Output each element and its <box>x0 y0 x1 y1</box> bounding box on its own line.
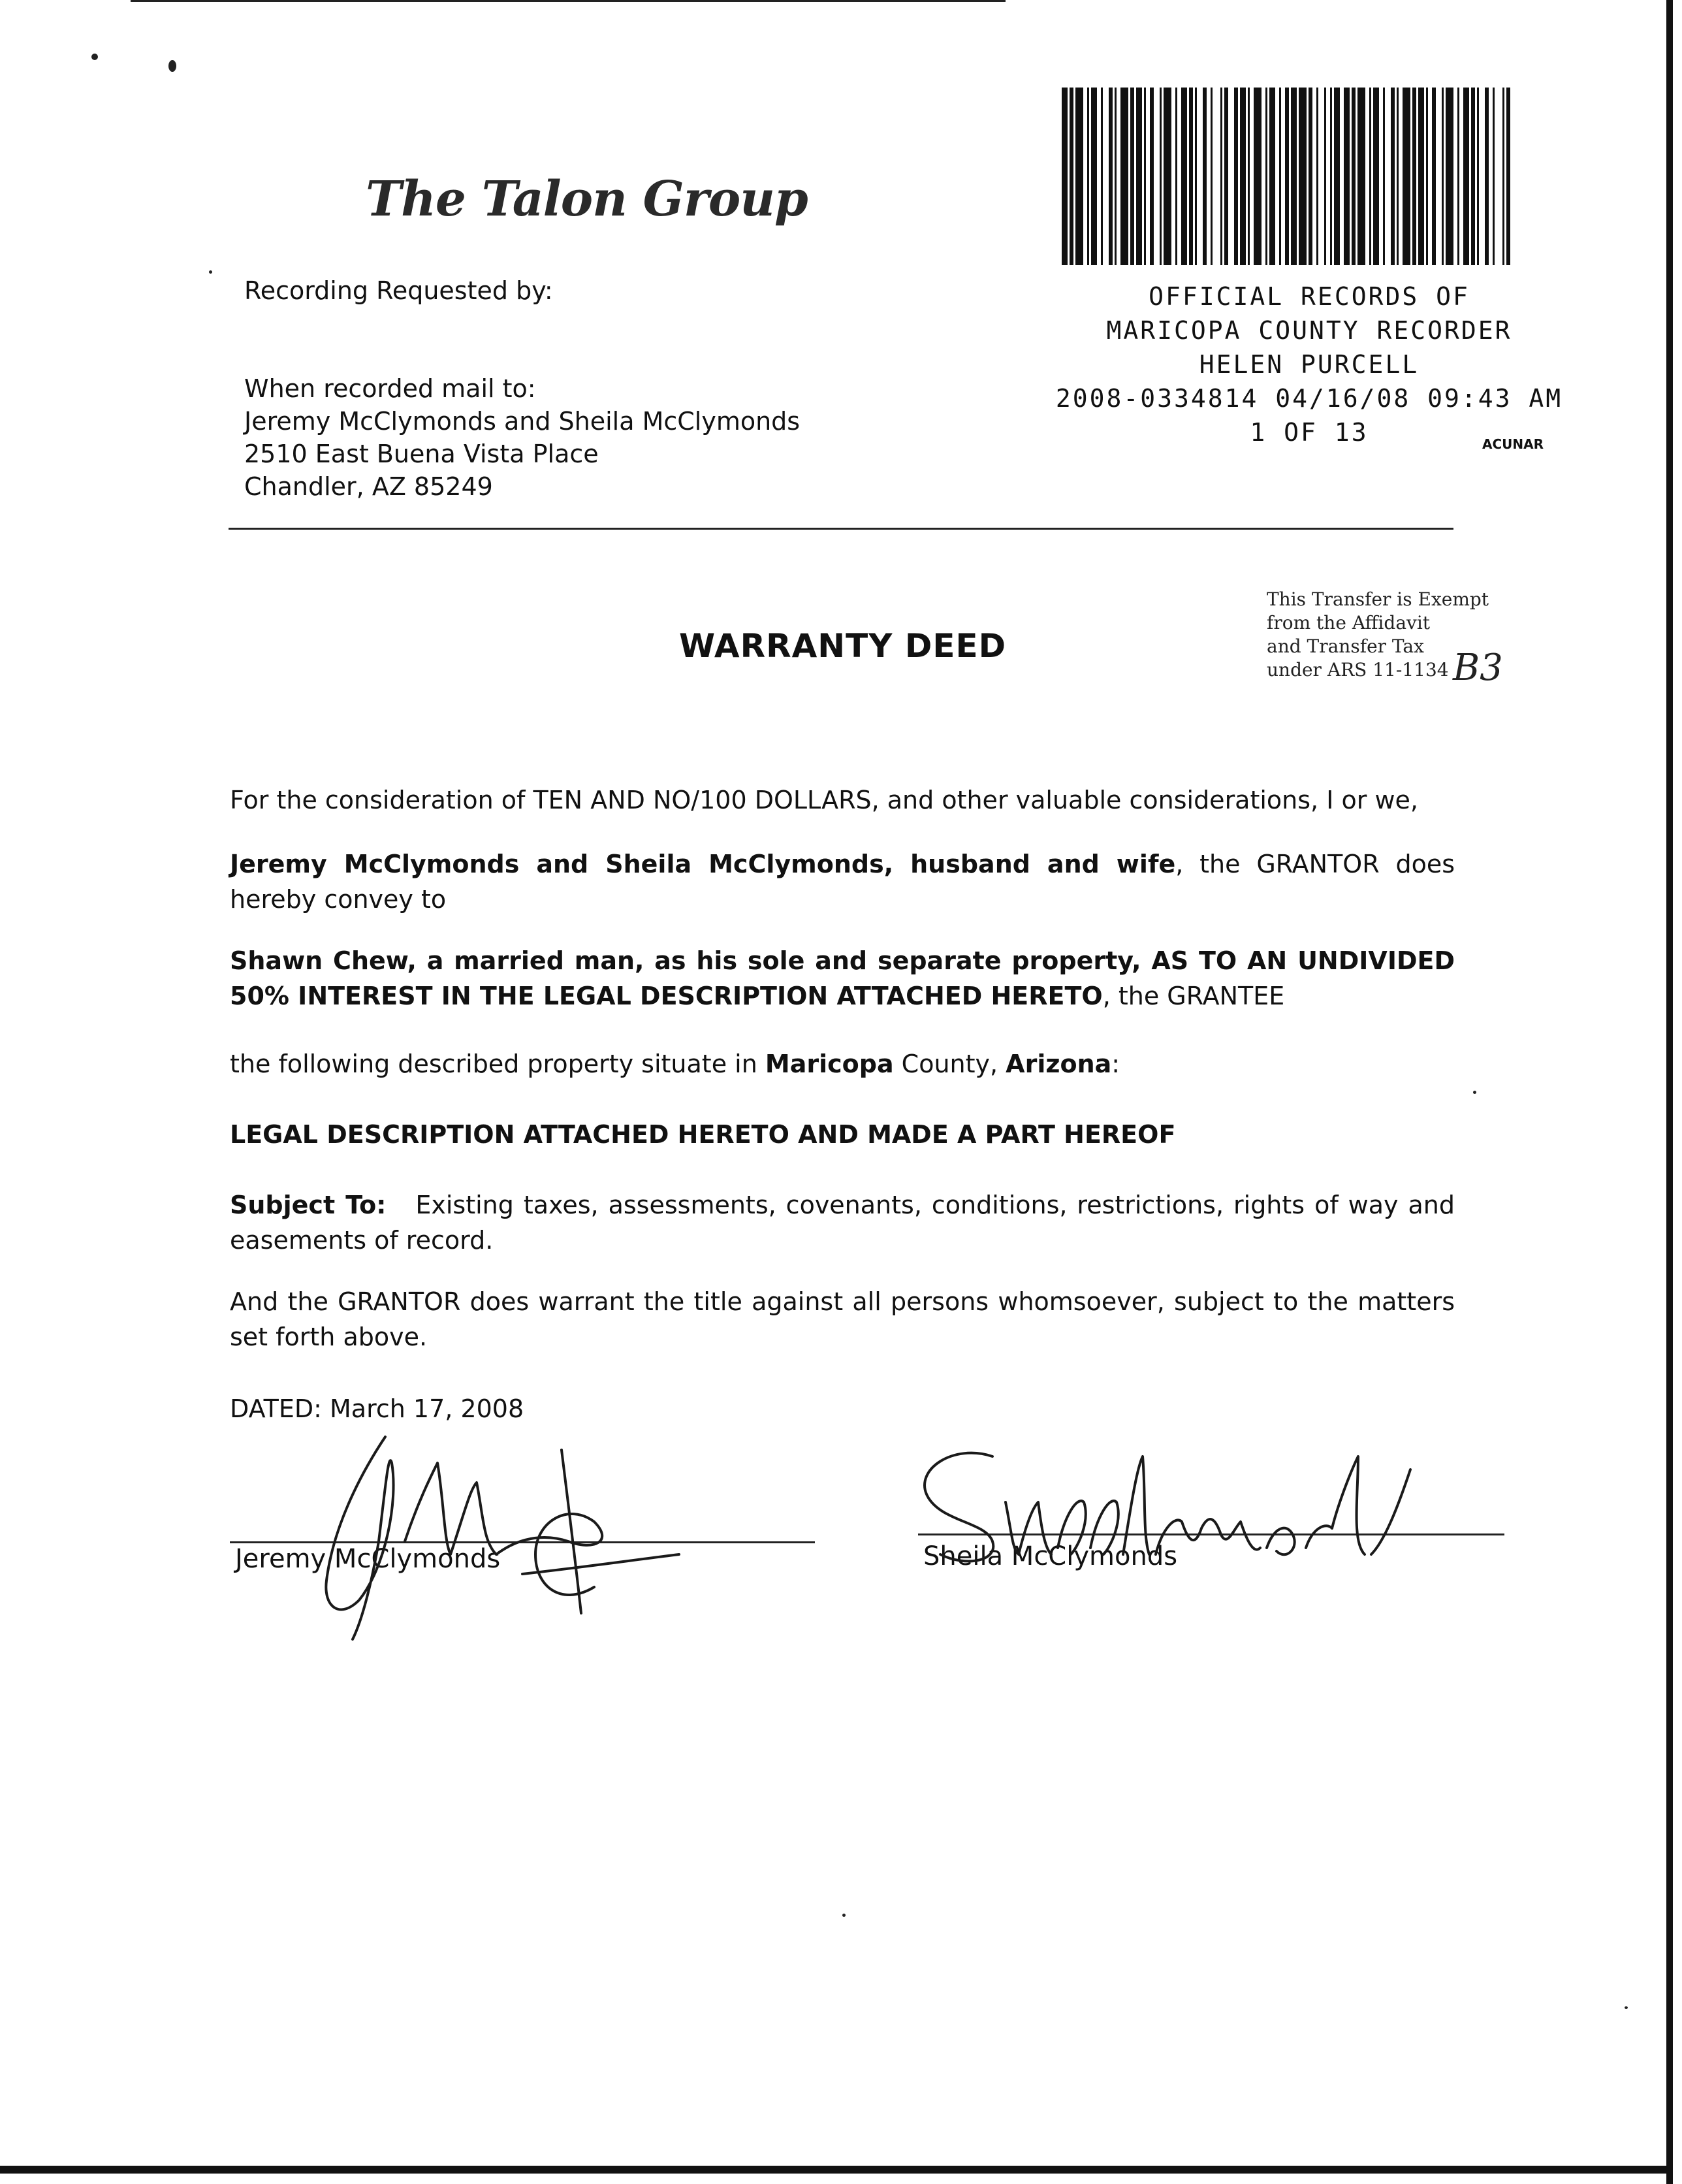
property-middle: County, <box>893 1050 1006 1078</box>
barcode-bar <box>1330 88 1332 265</box>
company-logo: The Talon Group <box>366 171 808 227</box>
subject-to-label: Subject To: <box>230 1191 387 1219</box>
scan-speck <box>209 270 212 274</box>
grantee-names: Shawn Chew, a married man, as his sole and separate property, AS TO AN UNDIVIDED 50% INTEREST IN THE LEGAL DESCRIPTION ATTACHED HERETO <box>230 946 1455 1010</box>
barcode-bar <box>1115 88 1117 265</box>
barcode-bar <box>1265 88 1267 265</box>
property-suffix: : <box>1111 1050 1120 1078</box>
barcode-bar <box>1299 88 1307 265</box>
recorder-line-2: MARICOPA COUNTY RECORDER <box>1106 316 1512 345</box>
property-county: Maricopa <box>765 1050 894 1078</box>
barcode-bar <box>1446 88 1453 265</box>
barcode-bar <box>1373 88 1379 265</box>
barcode-bar <box>1506 88 1510 265</box>
barcode-bar <box>1432 88 1436 265</box>
barcode-bar <box>1181 88 1187 265</box>
barcode-bar <box>1109 88 1113 265</box>
barcode-bar <box>1418 88 1424 265</box>
barcode-bar <box>1195 88 1197 265</box>
header-divider <box>229 528 1453 530</box>
property-prefix: the following described property situate in <box>230 1050 765 1078</box>
recorder-agent: ACUNAR <box>1482 436 1544 452</box>
barcode-bar <box>1369 88 1371 265</box>
subject-to-text: Existing taxes, assessments, covenants, conditions, restrictions, rights of way and easements of record. <box>230 1191 1455 1255</box>
barcode-bar <box>1220 88 1222 265</box>
barcode-bar <box>1397 88 1399 265</box>
legal-description-line: LEGAL DESCRIPTION ATTACHED HERETO AND MADE A PART HEREOF <box>230 1120 1176 1149</box>
scan-speck <box>1625 2006 1628 2009</box>
barcode-bar <box>1075 88 1083 265</box>
barcode-bar <box>1357 88 1365 265</box>
scan-speck <box>91 54 98 60</box>
barcode-bar <box>1091 88 1097 265</box>
barcode-bar <box>1160 88 1162 265</box>
barcode-bar <box>1442 88 1444 265</box>
barcode-bar <box>1240 88 1246 265</box>
barcode-bar <box>1352 88 1356 265</box>
property-clause <box>230 1046 1455 1082</box>
barcode-bar <box>1485 88 1489 265</box>
barcode-bar <box>1463 88 1469 265</box>
barcode-bar <box>1211 88 1213 265</box>
scan-speck <box>168 60 176 72</box>
mail-to-city: Chandler, AZ 85249 <box>244 472 493 501</box>
barcode-bar <box>1269 88 1275 265</box>
exempt-line-4: under ARS 11-1134 <box>1267 659 1449 681</box>
grantee-text: , the GRANTEE <box>1102 982 1285 1010</box>
barcode-bar <box>1070 88 1073 265</box>
scan-speck <box>842 1914 846 1917</box>
barcode-bar <box>1101 88 1103 265</box>
exempt-line-1: This Transfer is Exempt <box>1267 588 1489 610</box>
barcode-bar <box>1224 88 1228 265</box>
barcode-bar <box>1316 88 1318 265</box>
exempt-line-3: and Transfer Tax <box>1267 635 1424 657</box>
barcode-bar <box>1136 88 1142 265</box>
recorder-stamp <box>1038 280 1580 449</box>
mail-to-street: 2510 East Buena Vista Place <box>244 440 599 468</box>
barcode-bar <box>1150 88 1154 265</box>
document-title: WARRANTY DEED <box>679 627 1007 665</box>
barcode-bar <box>1203 88 1207 265</box>
barcode-bar <box>1471 88 1475 265</box>
barcode-bar <box>1130 88 1134 265</box>
barcode-bar <box>1334 88 1340 265</box>
barcode-bar <box>1426 88 1428 265</box>
barcode-bar <box>1457 88 1459 265</box>
recording-requested-label: Recording Requested by: <box>244 276 553 305</box>
dated-line: DATED: March 17, 2008 <box>230 1394 524 1423</box>
barcode-bar <box>1403 88 1410 265</box>
exempt-code: B3 <box>1453 647 1503 689</box>
barcode-bar <box>1309 88 1312 265</box>
barcode-bar <box>1285 88 1289 265</box>
grantor-text: , the GRANTOR does hereby convey to <box>230 850 1455 914</box>
left-handwritten-signature <box>287 1424 705 1646</box>
barcode-bar <box>1502 88 1504 265</box>
left-signatory-name: Jeremy McClymonds <box>235 1544 501 1574</box>
barcode-bar <box>1175 88 1177 265</box>
page-count: 1 OF 13 <box>1250 418 1369 447</box>
mail-to-label: When recorded mail to: <box>244 374 536 403</box>
barcode-bar <box>1344 88 1350 265</box>
barcode-bar <box>1254 88 1262 265</box>
barcode-bar <box>1493 88 1495 265</box>
barcode-bar <box>1391 88 1395 265</box>
barcode-bar <box>1412 88 1416 265</box>
barcode-bar <box>1234 88 1238 265</box>
subject-to-clause <box>230 1187 1455 1258</box>
right-handwritten-signature <box>901 1430 1423 1607</box>
grantor-clause <box>230 846 1455 917</box>
scan-top-edge <box>131 0 1006 2</box>
consideration-clause: For the consideration of TEN AND NO/100 DOLLARS, and other valuable considerations, I or we, <box>230 786 1418 814</box>
recorder-line-3: HELEN PURCELL <box>1199 350 1420 379</box>
barcode <box>1058 85 1516 269</box>
barcode-bar <box>1144 88 1146 265</box>
grantee-clause <box>230 943 1455 1014</box>
property-state: Arizona <box>1006 1050 1112 1078</box>
barcode-bar <box>1248 88 1250 265</box>
scan-bottom-border <box>0 2166 1673 2174</box>
recording-number: 2008-0334814 04/16/08 09:43 AM <box>1055 384 1563 413</box>
barcode-bar <box>1279 88 1281 265</box>
barcode-bar <box>1291 88 1297 265</box>
right-signatory-name: Sheila McClymonds <box>923 1541 1178 1571</box>
barcode-bar <box>1324 88 1326 265</box>
barcode-bar <box>1383 88 1385 265</box>
barcode-bar <box>1087 88 1089 265</box>
barcode-bar <box>1164 88 1171 265</box>
mail-to-name: Jeremy McClymonds and Sheila McClymonds <box>244 407 801 436</box>
recorder-line-1: OFFICIAL RECORDS OF <box>1149 282 1470 311</box>
barcode-bar <box>1189 88 1193 265</box>
barcode-bar <box>1120 88 1128 265</box>
barcode-bar <box>1062 88 1068 265</box>
exempt-line-2: from the Affidavit <box>1267 612 1431 634</box>
barcode-bar <box>1477 88 1479 265</box>
warranty-clause: And the GRANTOR does warrant the title against all persons whomsoever, subject to the matters set forth above. <box>230 1287 1455 1351</box>
grantor-names: Jeremy McClymonds and Sheila McClymonds, husband and wife <box>230 850 1176 878</box>
scan-speck <box>1473 1091 1476 1094</box>
scan-right-border <box>1666 0 1673 2184</box>
